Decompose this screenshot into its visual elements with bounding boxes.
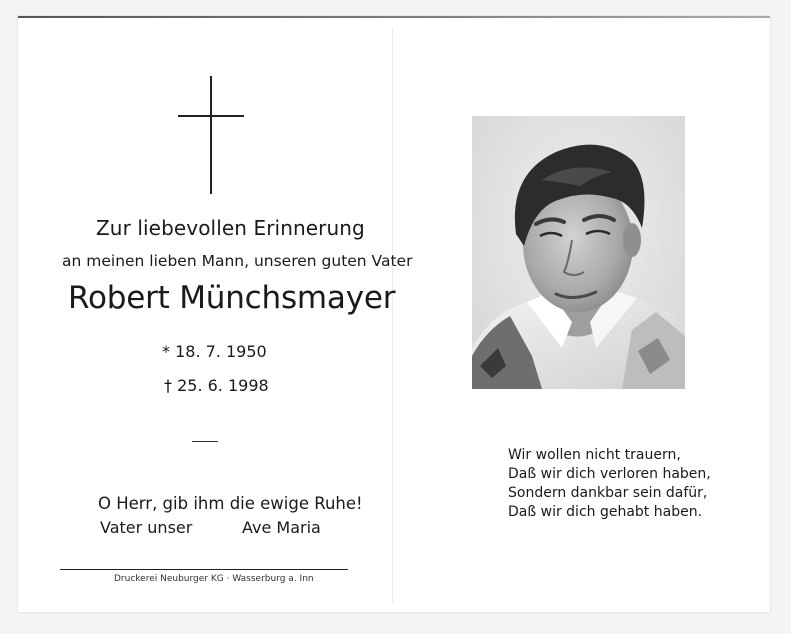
right-page [393,16,770,612]
poem-line: Wir wollen nicht trauern, [508,447,681,463]
poem [508,446,711,522]
poem-line: Daß wir dich verloren haben, [508,466,711,482]
cross-icon [178,76,244,196]
separator-dash [192,441,218,442]
memorial-heading: Zur liebevollen Erinnerung [96,216,365,240]
left-page [18,16,413,612]
poem-line: Daß wir dich gehabt haben. [508,504,703,520]
birth-date: * 18. 7. 1950 [162,342,267,361]
memorial-subheading: an meinen lieben Mann, unseren guten Vater [62,252,413,270]
prayer-ave-maria: Ave Maria [242,518,321,537]
poem-line: Sondern dankbar sein dafür, [508,485,708,501]
portrait-photo [472,116,685,389]
prayer-line: O Herr, gib ihm die ewige Ruhe! [98,494,363,513]
memorial-card [18,16,770,612]
prayer-vater-unser: Vater unser [100,518,193,537]
death-date: † 25. 6. 1998 [164,376,269,395]
printer-rule [60,569,348,570]
printer-credit: Druckerei Neuburger KG · Wasserburg a. Inn [114,574,314,584]
deceased-name: Robert Münchsmayer [68,280,396,316]
